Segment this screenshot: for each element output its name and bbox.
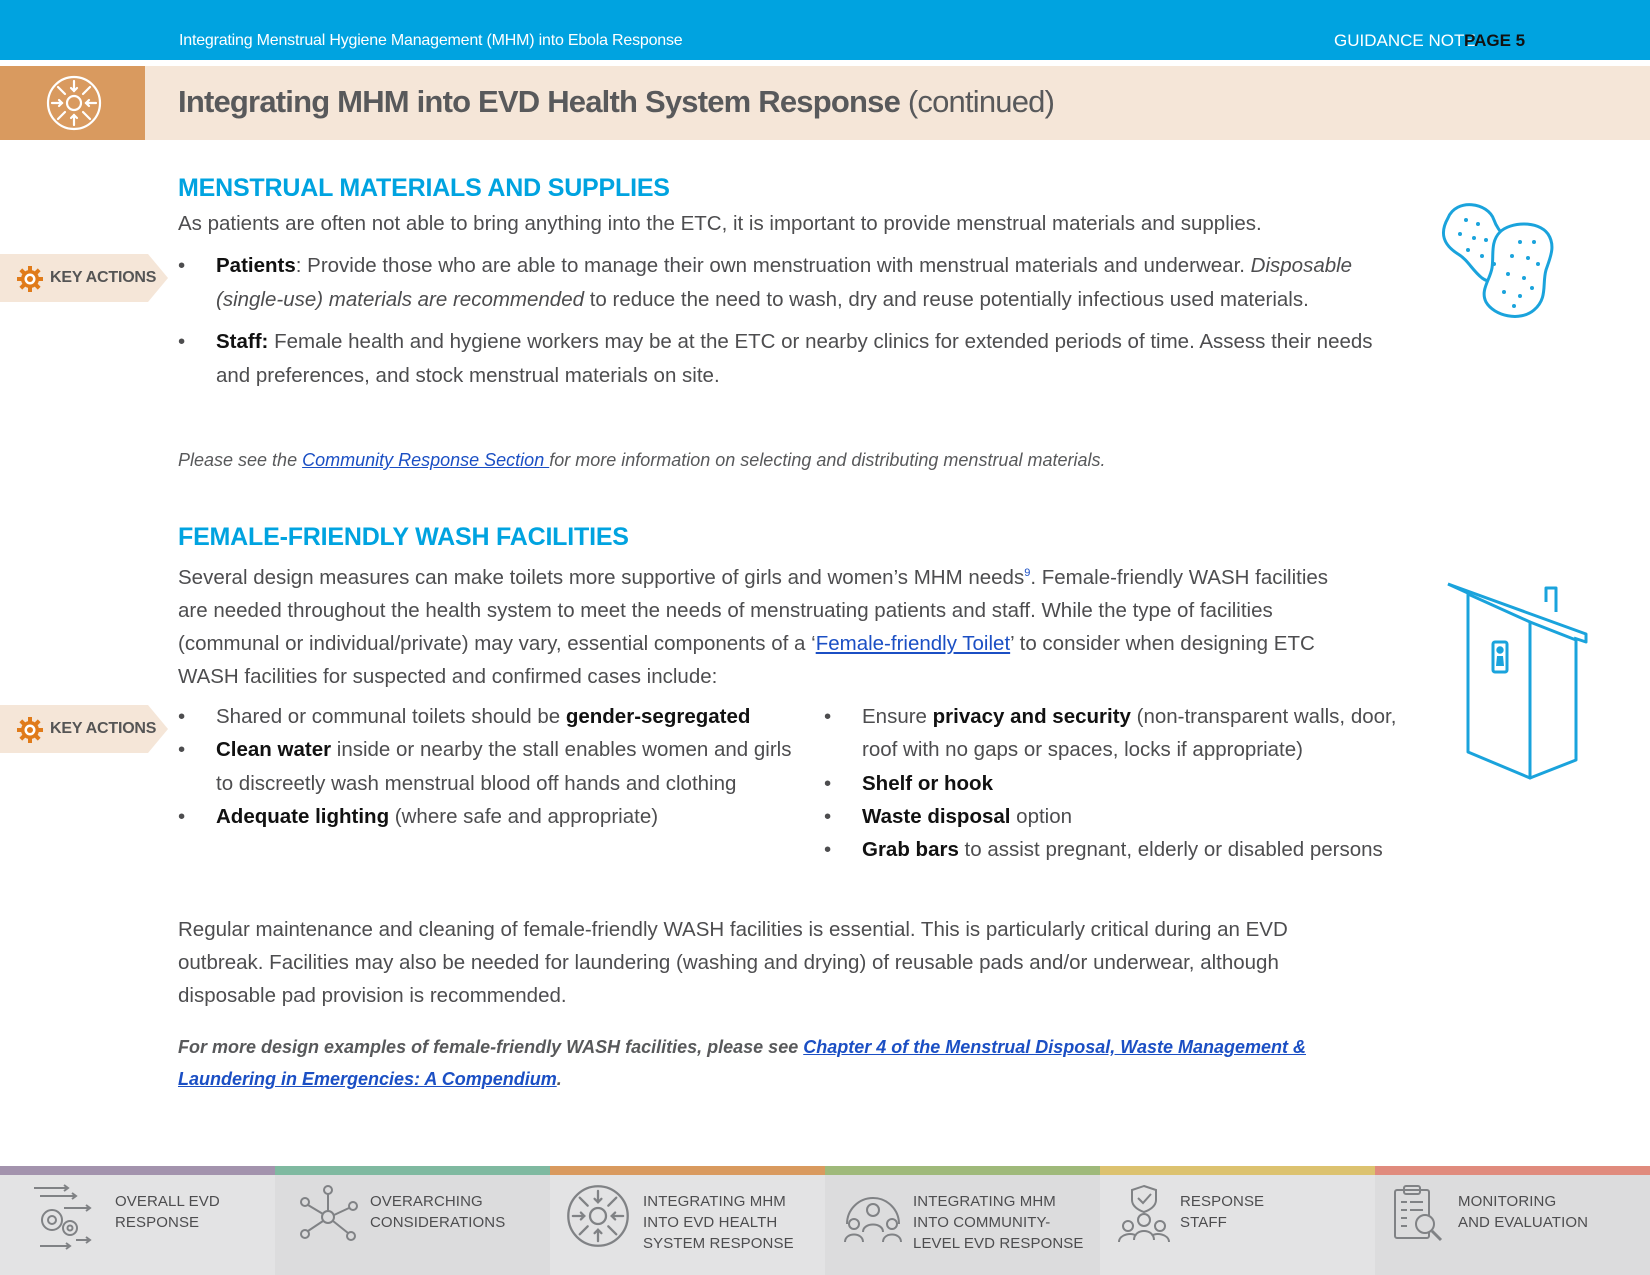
footer-tab-response-staff[interactable] <box>1100 1166 1375 1275</box>
footer-tab-monitoring-evaluation[interactable] <box>1375 1166 1650 1275</box>
key-actions-tag <box>0 254 168 302</box>
materials-intro: As patients are often not able to bring anything into the ETC, it is important to provide menstrual materials and supplies. <box>178 212 1262 235</box>
key-actions-label: KEY ACTIONS <box>50 269 157 286</box>
pads-icon <box>1438 198 1578 328</box>
footer-tab-label: INTEGRATING MHM INTO COMMUNITY- LEVEL EVD RESPONSE <box>913 1193 1084 1252</box>
sun-arrows-icon <box>566 1184 630 1248</box>
wash-right-list <box>824 700 1414 866</box>
section-icon-box <box>0 66 145 140</box>
list-item: • Shared or communal toilets should be gender-segregated <box>178 700 798 733</box>
materials-bullet-list <box>178 249 1403 401</box>
footer-tab-integrating-mhm-community[interactable] <box>825 1166 1100 1275</box>
list-item: • Clean water inside or nearby the stall enables women and girls to discreetly wash menstrual blood off hands and clothing <box>178 733 798 800</box>
list-item: • Grab bars to assist pregnant, elderly or disabled persons <box>824 833 1414 866</box>
staff-icon <box>1118 1184 1170 1244</box>
female-friendly-toilet-link[interactable]: Female-friendly Toilet <box>815 631 1011 655</box>
footer-tab-label: OVERARCHING CONSIDERATIONS <box>370 1193 506 1231</box>
wash-note: For more design examples of female-friendly WASH facilities, please see Chapter 4 of the Menstrual Disposal, Waste Management & Laundering in Emergencies: A Compendium. <box>178 1037 1306 1089</box>
section-header <box>0 66 1650 140</box>
community-icon <box>843 1184 903 1246</box>
wash-left-list <box>178 700 798 833</box>
footer-tab-label: MONITORING AND EVALUATION <box>1458 1193 1589 1231</box>
document-title: Integrating Menstrual Hygiene Management (MHM) into Ebola Response <box>179 32 683 49</box>
gear-icon <box>17 717 43 743</box>
section-title: Integrating MHM into EVD Health System Response (continued) <box>178 84 1055 119</box>
list-item: • Ensure privacy and security (non-transparent walls, door, roof with no gaps or spaces, locks if appropriate) <box>824 700 1414 767</box>
list-item: • Staff: Female health and hygiene workers may be at the ETC or nearby clinics for extended periods of time. Assess their needs and preferences, and stock menstrual materials on site. <box>178 325 1403 392</box>
key-actions-label: KEY ACTIONS <box>50 720 157 737</box>
gear-icon <box>17 266 43 292</box>
network-icon <box>297 1184 359 1250</box>
clipboard-search-icon <box>1393 1184 1445 1242</box>
list-item: • Adequate lighting (where safe and appropriate) <box>178 800 798 833</box>
page-number: PAGE 5 <box>1464 31 1526 50</box>
footer-tab-label: RESPONSE STAFF <box>1180 1193 1265 1231</box>
footer-tab-overall-evd-response[interactable] <box>0 1166 275 1275</box>
guidance-note-label: GUIDANCE NOTE <box>1334 31 1476 50</box>
compendium-link[interactable]: Chapter 4 of the Menstrual Disposal, Waste Management & Laundering in Emergencies: A Compendium <box>178 1037 1306 1089</box>
list-item: • Waste disposal option <box>824 800 1414 833</box>
footer-tab-label: INTEGRATING MHM INTO EVD HEALTH SYSTEM RESPONSE <box>643 1193 794 1252</box>
toilet-stall-icon <box>1446 582 1592 782</box>
materials-note: Please see the Community Response Section for more information on selecting and distributing menstrual materials. <box>178 450 1106 470</box>
gears-arrows-icon <box>30 1184 94 1250</box>
footer-tab-label: OVERALL EVD RESPONSE <box>115 1193 220 1231</box>
maintenance-paragraph: Regular maintenance and cleaning of female-friendly WASH facilities is essential. This is particularly critical during an EVD outbreak. Facilities may also be needed for laundering (washing and drying) of reusable pads and/or underwear, although disposable pad provision is recommended. <box>178 918 1288 1007</box>
footer-nav <box>0 1166 1650 1275</box>
footer-tab-integrating-mhm-health-system[interactable] <box>550 1166 825 1275</box>
materials-heading: MENSTRUAL MATERIALS AND SUPPLIES <box>178 174 670 202</box>
community-response-link[interactable]: Community Response Section <box>302 450 550 470</box>
footer-tab-overarching-considerations[interactable] <box>275 1166 550 1275</box>
list-item: • Patients: Provide those who are able to manage their own menstruation with menstrual materials and underwear. Disposable (single-use) materials are recommended to reduce the need to wash, dry and reuse potentially infectious used materials. <box>178 249 1403 316</box>
list-item: • Shelf or hook <box>824 767 1414 800</box>
wash-intro: Several design measures can make toilets more supportive of girls and women’s MHM needs$^9$. Female-friendly WASH facilities are needed throughout the health system to meet the needs of menstruating patients and staff. While the type of facilities (communal or individual/private) may vary, essential components of a ‘Female-friendly Toilet’ to consider when designing ETC WASH facilities for suspected and confirmed cases include: <box>178 565 1329 688</box>
key-actions-tag <box>0 705 168 753</box>
top-bar <box>0 0 1650 60</box>
sun-arrows-icon <box>46 75 102 131</box>
wash-heading: FEMALE-FRIENDLY WASH FACILITIES <box>178 523 629 551</box>
